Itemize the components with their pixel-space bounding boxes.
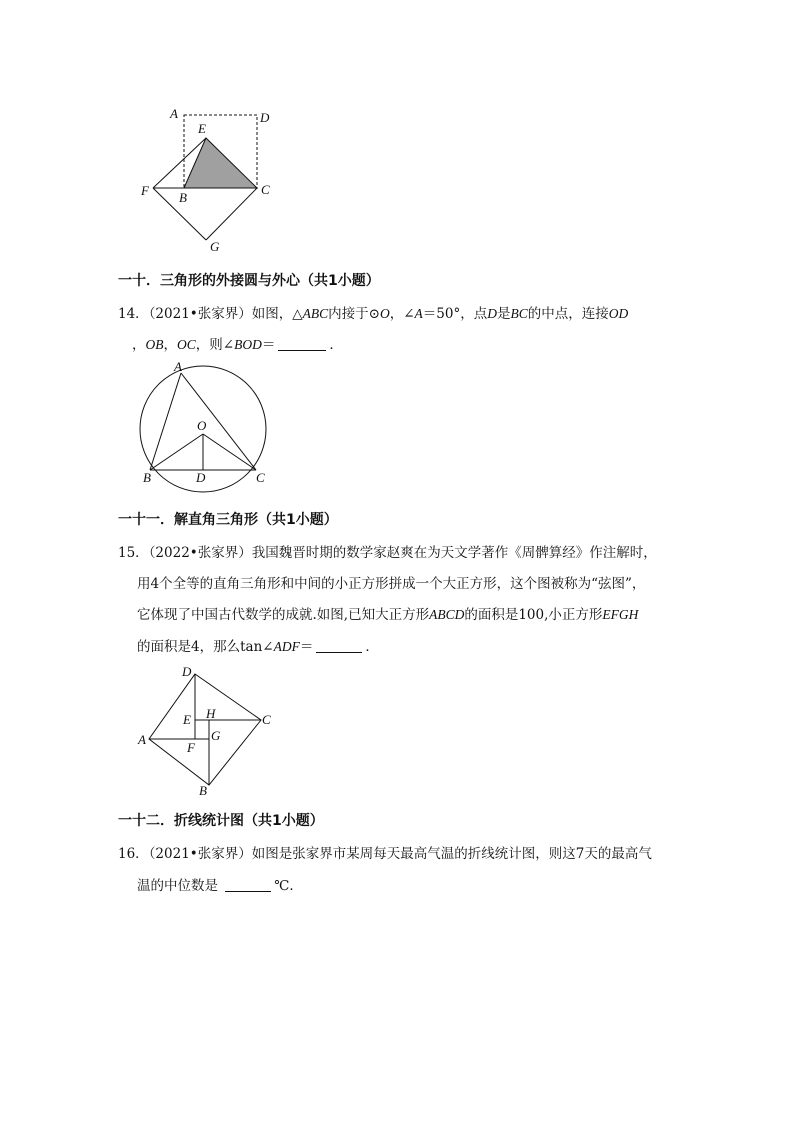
q15-line2 [137, 572, 645, 592]
q15-abcd: ABCD [429, 607, 465, 622]
label-f: F [141, 183, 149, 198]
q14-ob: OB [145, 337, 164, 352]
q15-text: ． [365, 639, 379, 655]
section-heading-10: 一十．三角形的外接圆与外心（共1小题） [118, 273, 380, 289]
line-ac [181, 373, 256, 470]
q16-line2 [137, 874, 303, 894]
label-e: E [183, 712, 191, 727]
q14-oc: OC [177, 337, 196, 352]
label-a: A [138, 732, 146, 747]
label-d: D [260, 110, 270, 125]
shaded-triangle [184, 138, 257, 188]
q14-text: 是 [496, 306, 511, 322]
q14-bod: BOD [234, 337, 262, 352]
q14-text: ，则∠ [195, 337, 235, 353]
q14-d: D [487, 306, 497, 321]
q14-line2 [132, 333, 343, 353]
outer-square-abcd [149, 674, 261, 785]
q14-figure-circle [133, 358, 278, 498]
label-c: C [262, 712, 271, 727]
q14-text: ＝ [261, 337, 276, 353]
label-a: A [174, 359, 182, 374]
label-c: C [256, 470, 265, 485]
figure-square-triangle [135, 100, 285, 258]
q16-number: 16． [118, 846, 149, 862]
q14-abc: ABC [302, 306, 329, 321]
label-h: H [206, 706, 216, 721]
label-a: A [170, 106, 178, 121]
q16-line1 [118, 842, 652, 862]
q14-text: ， [132, 337, 146, 353]
q14-text: 的中点，连接 [527, 306, 609, 322]
q15-text: 用4个全等的直角三角形和中间的小正方形拼成一个大正方形，这个图被称为“弦图”， [137, 576, 646, 592]
q15-number: 15． [118, 545, 149, 561]
q16-answer-blank[interactable] [225, 878, 271, 893]
q14-text: ，∠ [389, 306, 415, 322]
q14-a: A [414, 306, 423, 321]
label-f: F [187, 740, 195, 755]
q15-efgh: EFGH [602, 607, 639, 622]
q15-adf: ADF [273, 639, 300, 654]
q14-bc: BC [510, 306, 528, 321]
q15-line4 [137, 635, 379, 655]
q16-text: 如图是张家界市某周每天最高气温的折线统计图，则这7天的最高气 [251, 846, 652, 862]
q15-figure-xiantu [133, 660, 283, 798]
q16-unit: ℃． [274, 878, 303, 894]
q14-source: （2021•张家界） [148, 306, 252, 322]
q14-text: ． [329, 337, 343, 353]
q15-line3 [137, 603, 638, 623]
q14-number: 14． [118, 306, 149, 322]
label-g: G [211, 728, 221, 743]
q14-o: O [379, 306, 390, 321]
label-b: B [199, 783, 207, 798]
q14-text: ＝50°，点 [422, 306, 488, 322]
label-e: E [198, 121, 206, 136]
q14-od: OD [608, 306, 629, 321]
label-o: O [197, 418, 207, 433]
q14-text: 如图，△ [251, 306, 303, 322]
q15-line1 [118, 541, 657, 561]
label-b: B [179, 190, 187, 205]
label-c: C [261, 182, 270, 197]
line-ab [150, 373, 181, 470]
label-d: D [196, 470, 206, 485]
q14-answer-blank[interactable] [278, 337, 326, 352]
q15-text: 它体现了中国古代数学的成就.如图,已知大正方形 [137, 607, 430, 623]
q16-text: 温的中位数是 [137, 878, 218, 894]
q14-text: ， [163, 337, 177, 353]
line-oc [203, 434, 256, 470]
q15-text: 我国魏晋时期的数学家赵爽在为天文学著作《周髀算经》作注解时， [251, 545, 657, 561]
section-heading-11: 一十一．解直角三角形（共1小题） [118, 512, 338, 528]
q14-line1 [118, 302, 628, 322]
q15-answer-blank[interactable] [316, 639, 362, 654]
q16-source: （2021•张家界） [148, 846, 252, 862]
label-g: G [210, 239, 220, 254]
q15-text: 的面积是4，那么tan∠ [137, 639, 274, 655]
label-b: B [143, 470, 151, 485]
section-heading-12: 一十二．折线统计图（共1小题） [118, 813, 324, 829]
q14-text: 内接于⊙ [328, 306, 380, 322]
label-d: D [182, 664, 192, 679]
q15-text: 的面积是100,小正方形 [464, 607, 603, 623]
line-gc [206, 188, 257, 240]
line-ob [150, 434, 203, 470]
q15-text: ＝ [299, 639, 314, 655]
q15-source: （2022•张家界） [148, 545, 252, 561]
